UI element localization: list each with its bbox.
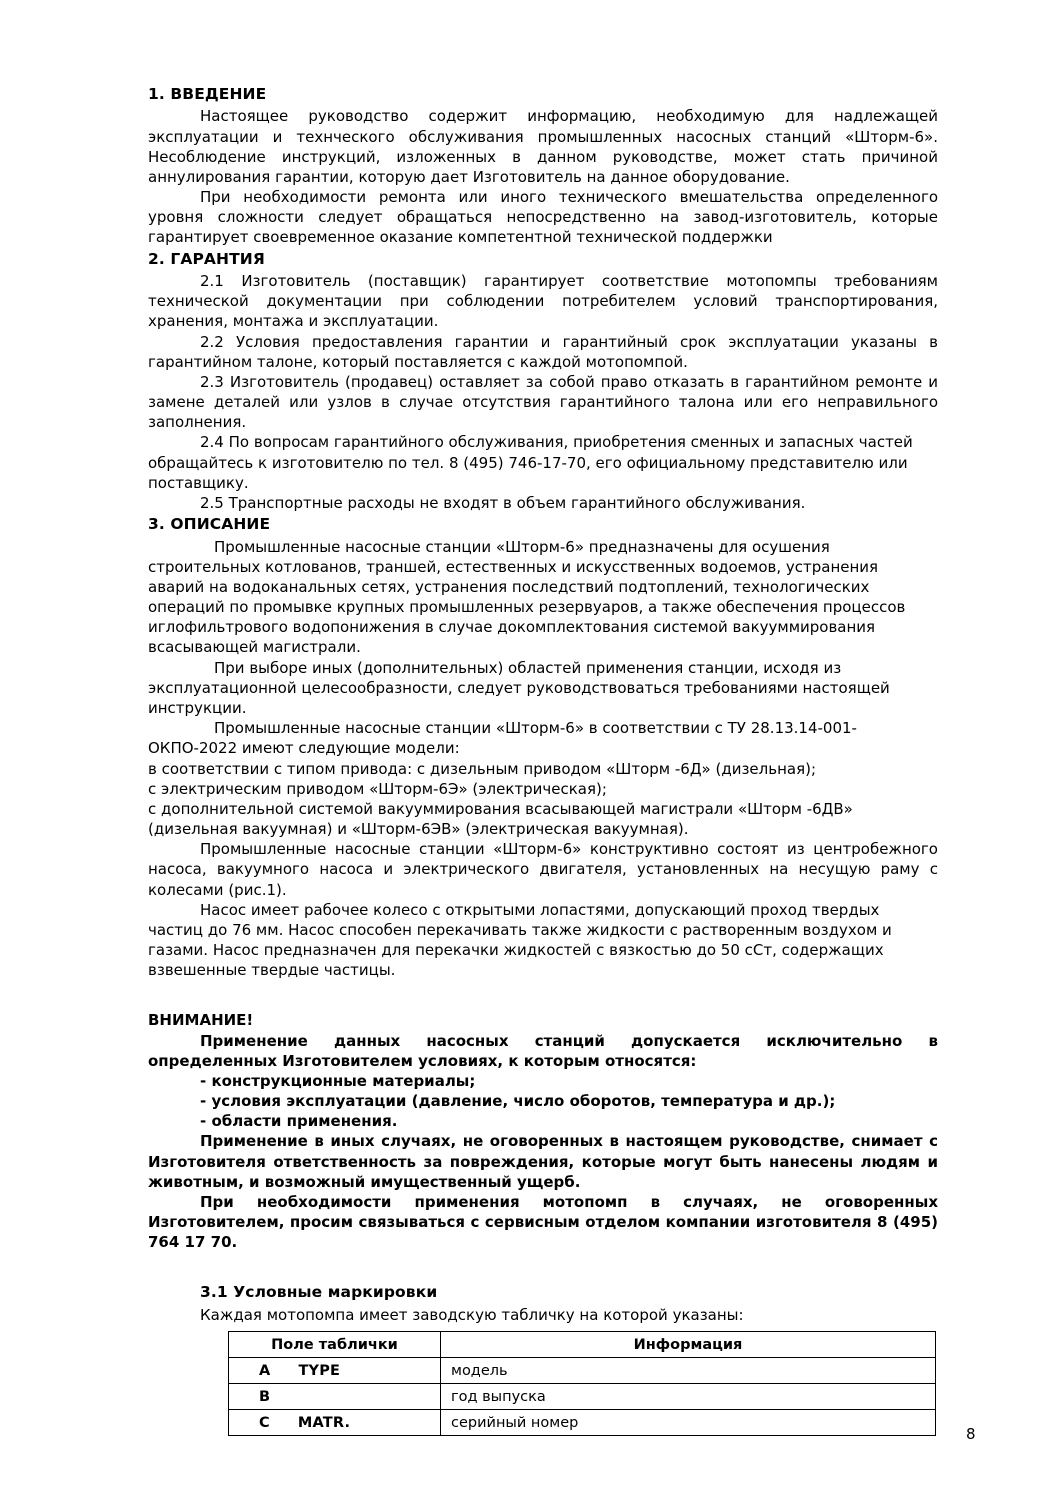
- plate-letter-b: B: [259, 1388, 271, 1405]
- description-paragraph-2: При выборе иных (дополнительных) областей применения станции, исходя из эксплуатационной целесообразности, следует руководствоваться требованиями настоящей инструкции.: [148, 658, 890, 717]
- intro-paragraph-2: При необходимости ремонта или иного технического вмешательства определенного уровня сложности следует обращаться непосредственно на завод-изготовитель, которые гарантирует своевременное оказание компетентной технической поддержки: [148, 188, 938, 247]
- model-line-vacuum: с дополнительной системой вакууммирования всасывающей магистрали «Шторм -6ДВ» (дизельная вакуумная) и «Шторм-6ЭВ» (электрическая вакуумная).: [148, 799, 853, 839]
- description-paragraph-4: Промышленные насосные станции «Шторм-6» конструктивно состоят из центробежного насоса, вакуумного насоса и электрического двигателя, установленных на несущую раму с колесами (рис.1).: [148, 840, 938, 899]
- table-row: [229, 1358, 936, 1384]
- warranty-clause-2-3: 2.3 Изготовитель (продавец) оставляет за собой право отказать в гарантийном ремонте и замене деталей или узлов в случае отсутствия гарантийного талона или его неправильного заполнения.: [148, 372, 938, 432]
- plate-field-c: MATR.: [297, 1414, 351, 1431]
- model-line-drive-type: в соответствии с типом привода: с дизельным приводом «Шторм -6Д» (дизельная);: [148, 759, 817, 778]
- page-content: [148, 84, 938, 1436]
- warning-bullet-application-areas: - области применения.: [200, 1112, 398, 1131]
- warning-bullet-materials: - конструкционные материалы;: [200, 1071, 476, 1090]
- table-row: [229, 1410, 936, 1436]
- nameplate-table: [228, 1331, 936, 1436]
- model-line-electric: с электрическим приводом «Шторм-6Э» (электрическая);: [148, 779, 607, 798]
- warning-paragraph-2: Применение в иных случаях, не оговоренных в настоящем руководстве, снимает с Изготовителя ответственность за повреждения, которые могут быть нанесены людям и животным, и возможный имущественный ущерб.: [148, 1132, 938, 1191]
- table-cell-field-c: [229, 1410, 441, 1436]
- warning-bullet-operating-conditions: - условия эксплуатации (давление, число оборотов, температура и др.);: [200, 1092, 836, 1111]
- warranty-clause-2-4: 2.4 По вопросам гарантийного обслуживания, приобретения сменных и запасных частей обращайтесь к изготовителю по тел. 8 (495) 746-17-70, его официальному представителю или поставщику.: [148, 433, 913, 492]
- table-row: [229, 1384, 936, 1410]
- table-cell-info-c: серийный номер: [441, 1410, 936, 1436]
- warranty-clause-2-5: 2.5 Транспортные расходы не входят в объем гарантийного обслуживания.: [200, 494, 806, 512]
- intro-paragraph-1: Настоящее руководство содержит информацию, необходимую для надлежащей эксплуатации и технческого обслуживания промышленных насосных станций «Шторм-6». Несоблюдение инструкций, изложенных в данном руководстве, может стать причиной аннулирования гарантии, которую дает Изготовитель на данное оборудование.: [148, 107, 938, 186]
- section-heading-introduction: 1. ВВЕДЕНИЕ: [148, 85, 267, 103]
- table-header-row: [229, 1332, 936, 1358]
- table-cell-info-a: модель: [441, 1358, 936, 1384]
- markings-intro: Каждая мотопомпа имеет заводскую табличку на которой указаны:: [200, 1305, 744, 1324]
- description-paragraph-1: Промышленные насосные станции «Шторм-6» предназначены для осушения строительных котлованов, траншей, естественных и искусственных водоемов, устранения аварий на водоканальных сетях, устранения последствий подтоплений, технологических операций по промывке крупных промышленных резервуаров, а также обеспечения процессов иглофильтрового водопонижения в случае докомплектования системой вакууммирования всасывающей магистрали.: [148, 537, 906, 657]
- table-header-info: Информация: [441, 1332, 936, 1358]
- plate-field-a: TYPE: [298, 1362, 341, 1379]
- table-cell-field-a: [229, 1358, 441, 1384]
- section-heading-warranty: 2. ГАРАНТИЯ: [148, 249, 265, 268]
- section-heading-description: 3. ОПИСАНИЕ: [148, 515, 271, 534]
- section-heading-markings: 3.1 Условные маркировки: [200, 1283, 438, 1302]
- warranty-clause-2-2: 2.2 Условия предоставления гарантии и гарантийный срок эксплуатации указаны в гарантийном талоне, который поставляется с каждой мотопомпой.: [148, 332, 938, 371]
- warning-title: ВНИМАНИЕ!: [148, 1011, 254, 1030]
- table-header-field: Поле таблички: [229, 1332, 441, 1358]
- plate-letter-a: A: [259, 1362, 271, 1379]
- description-paragraph-5: Насос имеет рабочее колесо с открытыми лопастями, допускающий проход твердых частиц до 76 мм. Насос способен перекачивать также жидкости с растворенным воздухом и газами. Насос предназначен для перекачки жидкостей с вязкостью до 50 сСт, содержащих взвешенные твердые частицы.: [148, 900, 892, 980]
- warning-paragraph-3: При необходимости применения мотопомп в случаях, не оговоренных Изготовителем, просим связываться с сервисным отделом компании изготовителя 8 (495) 764 17 70.: [148, 1192, 938, 1252]
- warning-paragraph-1: Применение данных насосных станций допускается исключительно в определенных Изготовителем условиях, к которым относятся:: [148, 1031, 938, 1070]
- plate-letter-c: C: [259, 1414, 270, 1431]
- description-paragraph-3: Промышленные насосные станции «Шторм-6» в соответствии с ТУ 28.13.14-001-ОКПО-2022 имеют следующие модели:: [148, 719, 857, 758]
- table-cell-info-b: год выпуска: [441, 1384, 936, 1410]
- table-cell-field-b: [229, 1384, 441, 1410]
- warranty-clause-2-1: 2.1 Изготовитель (поставщик) гарантирует соответствие мотопомпы требованиям технической документации при соблюдении потребителем условий транспортирования, хранения, монтажа и эксплуатации.: [148, 272, 938, 331]
- page-number: 8: [966, 1425, 976, 1443]
